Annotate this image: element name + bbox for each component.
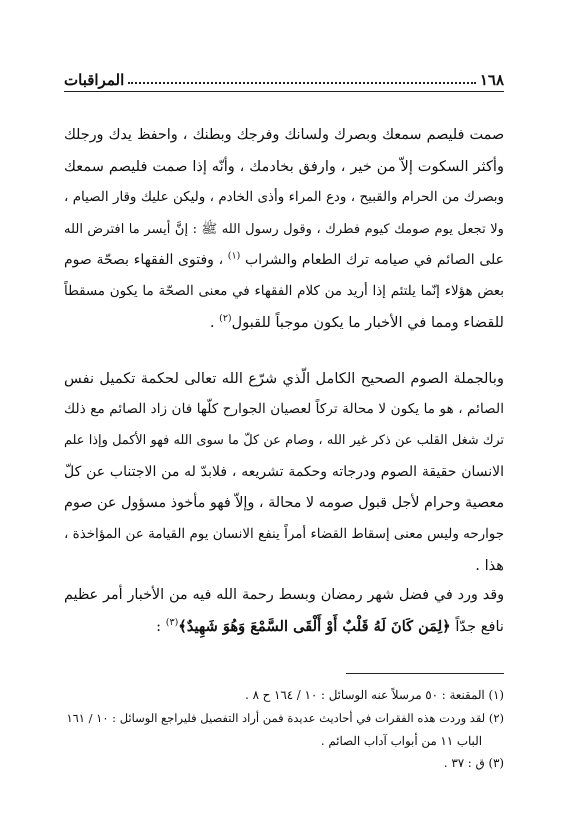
- text-line: [64, 611, 504, 642]
- text-line: وأكثر السكوت إلاّ من خير ، وارفق بخادمك ، وأنّه إذا صمت فليصم سمعك: [64, 158, 504, 176]
- footnote-3: (٣) ق : ٣٧ .: [443, 756, 504, 771]
- footnote-marker-2: (٢): [219, 313, 232, 325]
- text-line: وبصرك من الحرام والقبيح ، ودع المراء وأذى الخادم ، وليكن عليك وقار الصيام ،: [64, 190, 504, 206]
- page-number: ١٦٨: [479, 71, 504, 89]
- footnote-2: (٢) لقد وردت هذه الفقرات في أحاديث عديدة فمن أراد التفصيل فليراجع الوسائل : ١٠ / ١٦١: [66, 710, 504, 725]
- chapter-title: المراقبات: [64, 71, 125, 89]
- text-line: وبالجملة الصوم الصحيح الكامل الّذي شرّع الله تعالى لحكمة تكميل نفس: [64, 370, 504, 387]
- end-punctuation: .: [209, 314, 215, 332]
- footnote-marker-1: (١): [227, 250, 241, 262]
- text-line: ولا تجعل يوم صومك كيوم فطرك ، وقول رسول الله ﷺ : إنَّ أيسر ما افترض الله: [64, 221, 504, 237]
- text-segment: على الصائم في صيامه ترك الطعام والشراب: [245, 251, 504, 268]
- text-line: معصية وحرام لأجل قبول صومه لا محالة ، وإلاّ فهو مأخوذ مسؤول عن صوم: [64, 494, 504, 511]
- text-line: هذا .: [475, 557, 504, 575]
- text-line: بعض هؤلاء إنّما يلتئم إذا أريد من كلام الفقهاء في معنى الصحّة ما يكون مسقطاً: [64, 283, 504, 299]
- quran-verse: ﴿لِمَن كَانَ لَهُ قَلْبٌ أَوْ أَلْقَى السَّمْعَ وَهُوَ شَهِيدٌ﴾: [178, 618, 451, 636]
- end-punctuation: :: [156, 618, 162, 636]
- footnote-2-continuation: الباب ١١ من أبواب آداب الصائم .: [320, 733, 482, 748]
- paragraph-3: [64, 580, 504, 642]
- text-line: جوارحه وليس معنى إسقاط القضاء أمراً ينفع الانسان يوم القيامة عن المؤاخذة ،: [64, 526, 504, 542]
- text-segment: ، وفتوى الفقهاء بصحّة صوم: [64, 251, 224, 268]
- text-line: ترك شغل القلب عن ذكر غير الله ، وصام عن كلّ ما سوى الله فهو الأكمل وإذا علم: [64, 433, 504, 449]
- text-segment: نافع جدّاً: [455, 618, 504, 636]
- text-line: وقد ورد في فضل شهر رمضان وبسط رحمة الله فيه من الأخبار أمر عظيم: [64, 587, 504, 603]
- paragraph-2: [64, 363, 504, 581]
- footnote-separator: [346, 673, 504, 674]
- paragraph-1: [64, 120, 504, 338]
- footnote-marker-3: (٣): [165, 617, 179, 629]
- running-header: [64, 66, 504, 88]
- footnotes: [64, 684, 504, 775]
- text-line: الصائم ، هو ما يكون لا محالة تركاً لعصيان الجوارح كلّها فان زاد الصائم مع ذلك: [64, 401, 504, 418]
- text-line: صمت فليصم سمعك وبصرك ولسانك وفرجك وبطنك ، واحفظ يدك ورجلك: [64, 127, 504, 143]
- footnote-1: (١) المقنعة : ٥٠ مرسلاً عنه الوسائل : ١٠ / ١٦٤ ح ٨ .: [245, 688, 504, 702]
- header-rule: [64, 91, 504, 92]
- text-segment: للقضاء ومما في الأخبار ما يكون موجباً للقبول: [231, 314, 504, 332]
- header-dotted-leader: [128, 82, 476, 84]
- text-line: [64, 307, 504, 338]
- text-line: الانسان حقيقة الصوم ودرجاته وحكمة تشريعه ، فلابدّ له من الاجتناب عن كلّ: [64, 463, 504, 480]
- text-line: [64, 245, 504, 276]
